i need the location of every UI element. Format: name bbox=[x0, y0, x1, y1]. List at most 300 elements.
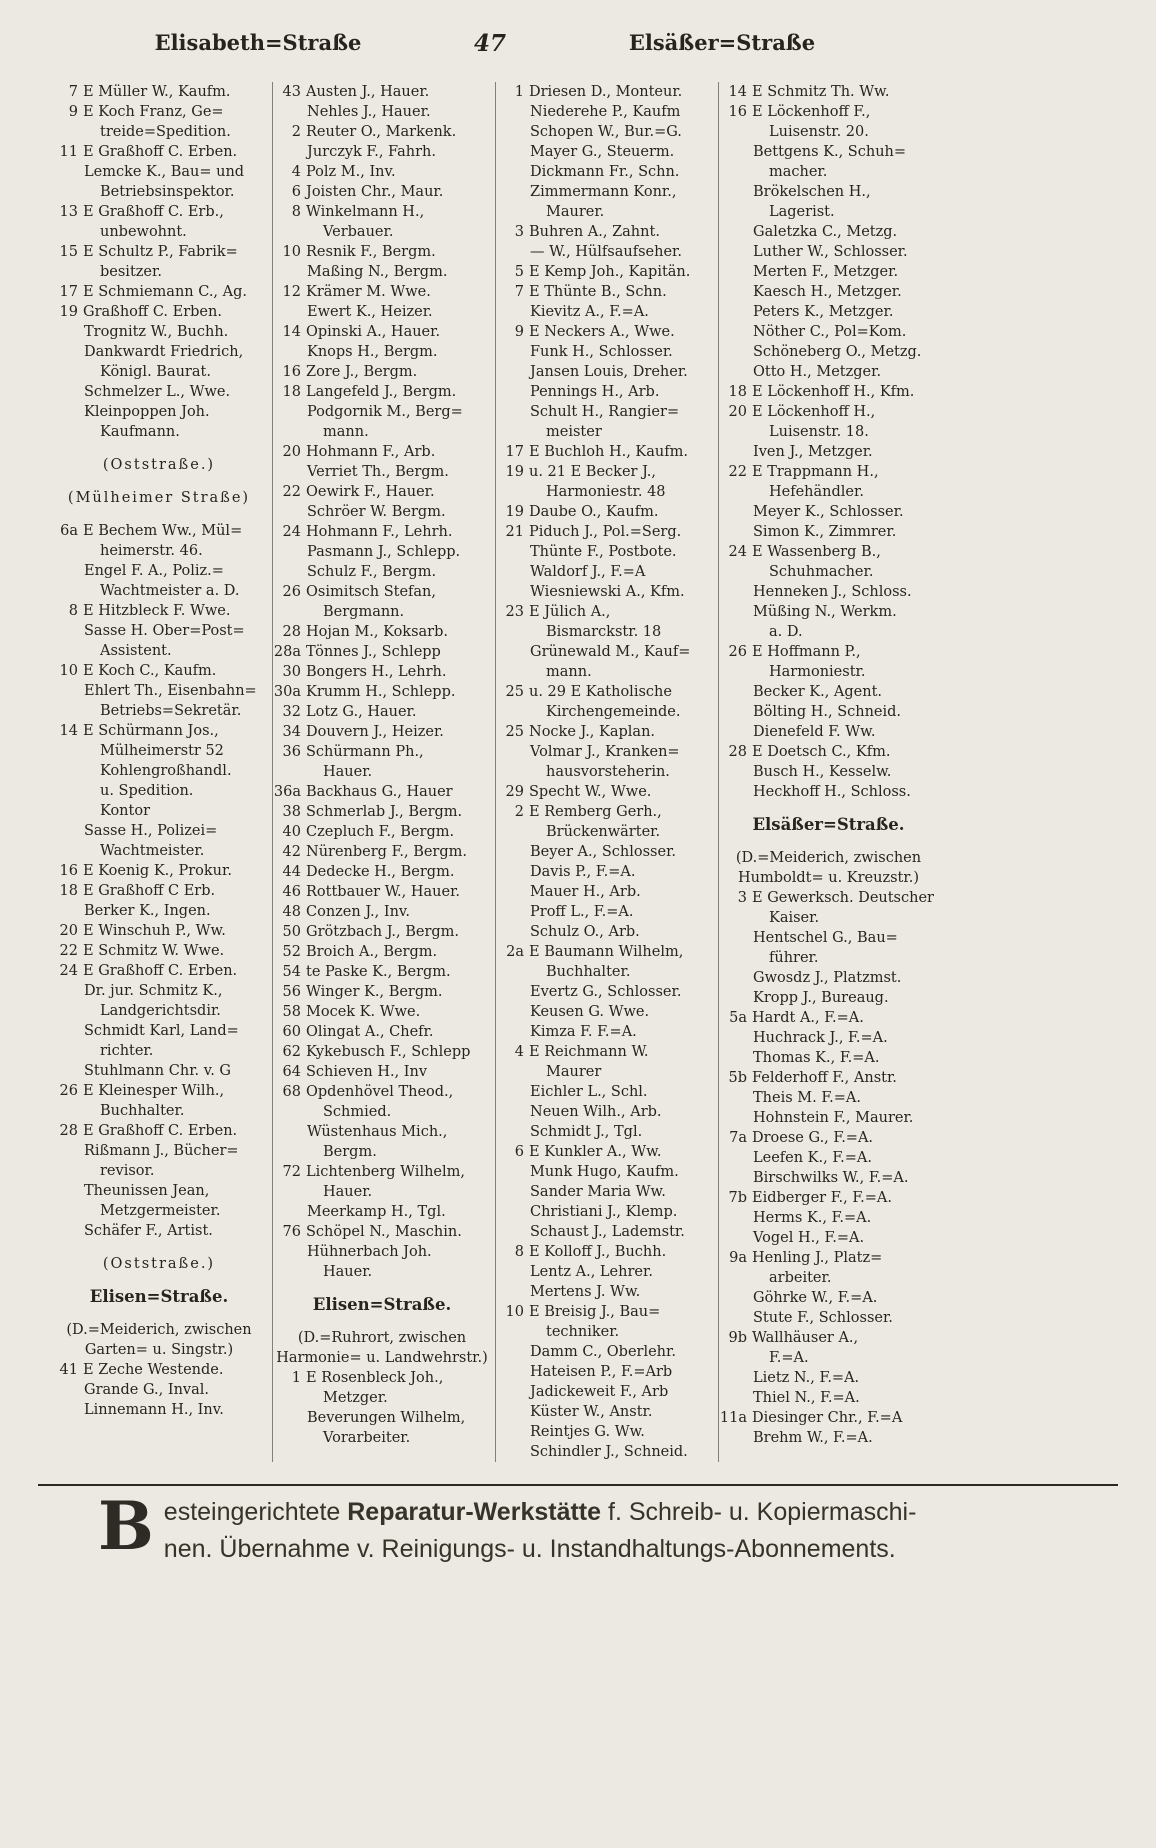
house-number: 28 bbox=[282, 624, 301, 640]
house-number: 30 bbox=[282, 664, 301, 680]
resident-line: Meyer K., Schlosser. bbox=[753, 504, 904, 520]
continuation-line: Metzger. bbox=[323, 1390, 388, 1406]
spacer bbox=[719, 802, 938, 815]
directory-line: 26 Osimitsch Stefan, bbox=[273, 582, 491, 602]
resident-line: Jurczyk F., Fahrh. bbox=[307, 144, 436, 160]
resident-line: Knops H., Bergm. bbox=[307, 344, 438, 360]
house-number: 6 bbox=[514, 1144, 524, 1160]
house-number: 10 bbox=[59, 663, 78, 679]
continuation-line: treide=Spedition. bbox=[100, 124, 231, 140]
continuation-line: revisor. bbox=[100, 1163, 155, 1179]
directory-line: 20 E Winschuh P., Ww. bbox=[50, 921, 268, 941]
continuation-line: Brückenwärter. bbox=[546, 824, 661, 840]
directory-line: 25 Nocke J., Kaplan. bbox=[496, 722, 714, 742]
house-number: 56 bbox=[282, 984, 301, 1000]
continuation-line: Hauer. bbox=[323, 1264, 373, 1280]
spacer bbox=[50, 442, 268, 455]
directory-line: 68 Opdenhövel Theod., bbox=[273, 1082, 491, 1102]
house-number: 22 bbox=[728, 464, 747, 480]
resident-line: Jansen Louis, Dreher. bbox=[530, 364, 688, 380]
directory-line: 6 Joisten Chr., Maur. bbox=[273, 182, 491, 202]
house-number: 29 bbox=[505, 784, 524, 800]
spacer bbox=[273, 1282, 491, 1295]
house-number: 76 bbox=[282, 1224, 301, 1240]
directory-line: 17 E Buchloh H., Kaufm. bbox=[496, 442, 714, 462]
house-number: 7a bbox=[729, 1130, 747, 1146]
directory-line: 32 Lotz G., Hauer. bbox=[273, 702, 491, 722]
resident-line: Schäfer F., Artist. bbox=[84, 1223, 213, 1239]
directory-line: 25 u. 29 E Katholische bbox=[496, 682, 714, 702]
continuation-line: macher. bbox=[769, 164, 828, 180]
directory-line: 15 E Schultz P., Fabrik= bbox=[50, 242, 268, 262]
resident-line: Simon K., Zimmrer. bbox=[753, 524, 897, 540]
resident-line: Sasse H. Ober=Post= bbox=[84, 623, 245, 639]
resident-line: Kropp J., Bureaug. bbox=[753, 990, 889, 1006]
resident-line: Schulz F., Bergm. bbox=[307, 564, 437, 580]
house-number: 38 bbox=[282, 804, 301, 820]
directory-line: 22 E Schmitz W. Wwe. bbox=[50, 941, 268, 961]
house-number: 17 bbox=[59, 284, 78, 300]
directory-line: 14 E Schürmann Jos., bbox=[50, 721, 268, 741]
continuation-line: Maurer. bbox=[546, 204, 605, 220]
house-number: 4 bbox=[291, 164, 301, 180]
directory-line: 6 E Kunkler A., Ww. bbox=[496, 1142, 714, 1162]
house-number: 9a bbox=[729, 1250, 747, 1266]
house-number: 18 bbox=[728, 384, 747, 400]
street-heading: Elsäßer=Straße. bbox=[752, 815, 905, 834]
resident-line: Gwosdz J., Platzmst. bbox=[753, 970, 902, 986]
resident-line: Luther W., Schlosser. bbox=[753, 244, 908, 260]
house-number: 42 bbox=[282, 844, 301, 860]
directory-line: 64 Schieven H., Inv bbox=[273, 1062, 491, 1082]
directory-line: 13 E Graßhoff C. Erb., bbox=[50, 202, 268, 222]
resident-line: Trognitz W., Buchh. bbox=[84, 324, 229, 340]
resident-line: Munk Hugo, Kaufm. bbox=[530, 1164, 679, 1180]
resident-line: Proff L., F.=A. bbox=[530, 904, 634, 920]
house-number: 14 bbox=[728, 84, 747, 100]
house-number: 36a bbox=[273, 784, 301, 800]
house-number: 6 bbox=[291, 184, 301, 200]
directory-line: 43 Austen J., Hauer. bbox=[273, 82, 491, 102]
directory-line: 3 E Gewerksch. Deutscher bbox=[719, 888, 938, 908]
house-number: 20 bbox=[728, 404, 747, 420]
directory-line: 56 Winger K., Bergm. bbox=[273, 982, 491, 1002]
resident-line: Henneken J., Schloss. bbox=[753, 584, 912, 600]
directory-line: 14 E Schmitz Th. Ww. bbox=[719, 82, 938, 102]
house-number: 13 bbox=[59, 204, 78, 220]
resident-line: Kievitz A., F.=A. bbox=[530, 304, 649, 320]
resident-line: Podgornik M., Berg= bbox=[307, 404, 463, 420]
resident-line: Beverungen Wilhelm, bbox=[307, 1410, 466, 1426]
continuation-line: mann. bbox=[546, 664, 592, 680]
directory-line: 6a E Bechem Ww., Mül= bbox=[50, 521, 268, 541]
resident-line: Engel F. A., Poliz.= bbox=[84, 563, 224, 579]
house-number: 7 bbox=[68, 84, 78, 100]
directory-line: 18 E Graßhoff C Erb. bbox=[50, 881, 268, 901]
resident-line: Bölting H., Schneid. bbox=[753, 704, 902, 720]
page-number: 47 bbox=[473, 30, 506, 57]
spacer bbox=[50, 1274, 268, 1287]
house-number: 20 bbox=[282, 444, 301, 460]
directory-line: 24 E Wassenberg B., bbox=[719, 542, 938, 562]
resident-line: Kaesch H., Metzger. bbox=[753, 284, 902, 300]
directory-line: 18 Langefeld J., Bergm. bbox=[273, 382, 491, 402]
directory-line: 19 Daube O., Kaufm. bbox=[496, 502, 714, 522]
house-number: 20 bbox=[59, 923, 78, 939]
directory-line: 10 Resnik F., Bergm. bbox=[273, 242, 491, 262]
house-number: 62 bbox=[282, 1044, 301, 1060]
house-number: 26 bbox=[728, 644, 747, 660]
continuation-line: Hauer. bbox=[323, 764, 373, 780]
directory-line: 8 E Kolloff J., Buchh. bbox=[496, 1242, 714, 1262]
continuation-line: meister bbox=[546, 424, 602, 440]
house-number: 10 bbox=[282, 244, 301, 260]
house-number: 30a bbox=[273, 684, 301, 700]
resident-line: Mayer G., Steuerm. bbox=[530, 144, 675, 160]
house-number: 72 bbox=[282, 1164, 301, 1180]
house-number: 46 bbox=[282, 884, 301, 900]
note-line: (Mülheimer Straße) bbox=[67, 490, 251, 506]
resident-line: Galetzka C., Metzg. bbox=[753, 224, 898, 240]
resident-line: Sasse H., Polizei= bbox=[84, 823, 218, 839]
resident-line: Lemcke K., Bau= und bbox=[84, 164, 245, 180]
resident-line: Zimmermann Konr., bbox=[530, 184, 677, 200]
resident-line: Schult H., Rangier= bbox=[530, 404, 680, 420]
directory-line: 10 E Koch C., Kaufm. bbox=[50, 661, 268, 681]
directory-line: 52 Broich A., Bergm. bbox=[273, 942, 491, 962]
note-line: Humboldt= u. Kreuzstr.) bbox=[737, 870, 919, 886]
resident-line: Thünte F., Postbote. bbox=[530, 544, 677, 560]
resident-line: Beyer A., Schlosser. bbox=[530, 844, 677, 860]
directory-line: 28a Tönnes J., Schlepp bbox=[273, 644, 441, 660]
resident-line: Wiesniewski A., Kfm. bbox=[530, 584, 685, 600]
resident-line: Eichler L., Schl. bbox=[530, 1084, 648, 1100]
house-number: 24 bbox=[728, 544, 747, 560]
directory-line: 9b Wallhäuser A., bbox=[719, 1328, 938, 1348]
resident-line: Merten F., Metzger. bbox=[753, 264, 899, 280]
resident-line: Mauer H., Arb. bbox=[530, 884, 641, 900]
directory-line: 58 Mocek K. Wwe. bbox=[273, 1002, 491, 1022]
directory-line: 10 E Breisig J., Bau= bbox=[496, 1302, 714, 1322]
directory-line: 21 Piduch J., Pol.=Serg. bbox=[496, 522, 714, 542]
house-number: 2 bbox=[291, 124, 301, 140]
continuation-line: Maurer bbox=[546, 1064, 602, 1080]
resident-line: Hateisen P., F.=Arb bbox=[530, 1364, 673, 1380]
resident-line: Hühnerbach Joh. bbox=[307, 1244, 432, 1260]
resident-line: Schmidt J., Tgl. bbox=[530, 1124, 643, 1140]
spacer bbox=[719, 835, 938, 848]
directory-line: 44 Dedecke H., Bergm. bbox=[273, 862, 491, 882]
resident-line: Kleinpoppen Joh. bbox=[84, 404, 210, 420]
house-number: 68 bbox=[282, 1084, 301, 1100]
spacer bbox=[50, 475, 268, 488]
resident-line: Linnemann H., Inv. bbox=[84, 1402, 224, 1418]
note-line: (Oststraße.) bbox=[102, 1256, 216, 1272]
house-number: 26 bbox=[59, 1083, 78, 1099]
directory-line: 42 Nürenberg F., Bergm. bbox=[273, 842, 491, 862]
continuation-line: unbewohnt. bbox=[100, 224, 187, 240]
continuation-line: heimerstr. 46. bbox=[100, 543, 203, 559]
house-number: 28 bbox=[728, 744, 747, 760]
continuation-line: Verbauer. bbox=[323, 224, 394, 240]
house-number: 6a bbox=[60, 523, 78, 539]
directory-line: 20 Hohmann F., Arb. bbox=[273, 442, 491, 462]
house-number: 3 bbox=[737, 890, 747, 906]
directory-line: 60 Olingat A., Chefr. bbox=[273, 1022, 491, 1042]
ad-line1-pre: esteingerichtete bbox=[163, 1498, 348, 1526]
house-number: 21 bbox=[505, 524, 524, 540]
resident-line: Bettgens K., Schuh= bbox=[753, 144, 907, 160]
continuation-line: Metzgermeister. bbox=[100, 1203, 221, 1219]
resident-line: Pasmann J., Schlepp. bbox=[307, 544, 461, 560]
house-number: 28 bbox=[59, 1123, 78, 1139]
resident-line: Herms K., F.=A. bbox=[753, 1210, 872, 1226]
directory-line: 20 E Löckenhoff H., bbox=[719, 402, 938, 422]
continuation-line: mann. bbox=[323, 424, 369, 440]
resident-line: Theunissen Jean, bbox=[84, 1183, 210, 1199]
directory-line: 12 Krämer M. Wwe. bbox=[273, 282, 491, 302]
resident-line: Schulz O., Arb. bbox=[530, 924, 640, 940]
house-number: 19 bbox=[505, 464, 524, 480]
resident-line: Dr. jur. Schmitz K., bbox=[84, 983, 223, 999]
continuation-line: Kirchengemeinde. bbox=[546, 704, 681, 720]
house-number: 64 bbox=[282, 1064, 301, 1080]
resident-line: Damm C., Oberlehr. bbox=[530, 1344, 676, 1360]
house-number: 9 bbox=[514, 324, 524, 340]
house-number: 18 bbox=[282, 384, 301, 400]
house-number: 2 bbox=[514, 804, 524, 820]
directory-line: 41 E Zeche Westende. bbox=[50, 1360, 268, 1380]
resident-line: Schmelzer L., Wwe. bbox=[84, 384, 231, 400]
footer-ad bbox=[98, 1487, 917, 1568]
directory-line: 29 Specht W., Wwe. bbox=[496, 782, 714, 802]
continuation-line: Assistent. bbox=[100, 643, 172, 659]
resident-line: Hentschel G., Bau= bbox=[753, 930, 898, 946]
house-number: 36 bbox=[282, 744, 301, 760]
directory-line: 38 Schmerlab J., Bergm. bbox=[273, 802, 491, 822]
directory-line: 7 E Thünte B., Schn. bbox=[496, 282, 714, 302]
continuation-line: arbeiter. bbox=[769, 1270, 832, 1286]
directory-line: 30a Krumm H., Schlepp. bbox=[273, 684, 456, 700]
resident-line: Volmar J., Kranken= bbox=[530, 744, 680, 760]
continuation-line: Buchhalter. bbox=[100, 1103, 185, 1119]
continuation-line: Harmoniestr. bbox=[769, 664, 866, 680]
continuation-line: führer. bbox=[769, 950, 819, 966]
directory-line: 7a Droese G., F.=A. bbox=[719, 1128, 938, 1148]
resident-line: Meerkamp H., Tgl. bbox=[307, 1204, 446, 1220]
directory-line: 16 E Koenig K., Prokur. bbox=[50, 861, 268, 881]
house-number: 12 bbox=[282, 284, 301, 300]
directory-column bbox=[273, 82, 496, 1462]
note-line: (D.=Meiderich, zwischen bbox=[66, 1322, 252, 1338]
directory-line: 62 Kykebusch F., Schlepp bbox=[273, 1042, 491, 1062]
directory-column bbox=[496, 82, 719, 1462]
directory-line: 5 E Kemp Joh., Kapitän. bbox=[496, 262, 714, 282]
note-line: (D.=Meiderich, zwischen bbox=[735, 850, 922, 866]
resident-line: Wüstenhaus Mich., bbox=[307, 1124, 448, 1140]
continuation-line: Betriebsinspektor. bbox=[100, 184, 235, 200]
resident-line: Nehles J., Hauer. bbox=[307, 104, 431, 120]
ad-line-1 bbox=[164, 1494, 917, 1531]
resident-line: Busch H., Kesselw. bbox=[753, 764, 892, 780]
resident-line: Schröer W. Bergm. bbox=[307, 504, 446, 520]
continuation-line: Kontor bbox=[100, 803, 150, 819]
directory-line: 30 Bongers H., Lehrh. bbox=[273, 662, 491, 682]
directory-column bbox=[719, 82, 942, 1462]
house-number: 25 bbox=[505, 684, 524, 700]
resident-line: Mertens J. Ww. bbox=[530, 1284, 641, 1300]
directory-line: 26 E Hoffmann P., bbox=[719, 642, 938, 662]
directory-line: 9 E Neckers A., Wwe. bbox=[496, 322, 714, 342]
house-number: 9 bbox=[68, 104, 78, 120]
house-number: 17 bbox=[505, 444, 524, 460]
resident-line: Rißmann J., Bücher= bbox=[84, 1143, 239, 1159]
house-number: 52 bbox=[282, 944, 301, 960]
house-number: 2a bbox=[506, 944, 524, 960]
resident-line: Vogel H., F.=A. bbox=[753, 1230, 865, 1246]
house-number: 25 bbox=[505, 724, 524, 740]
house-number: 19 bbox=[59, 304, 78, 320]
directory-line: 24 Hohmann F., Lehrh. bbox=[273, 522, 491, 542]
resident-line: Verriet Th., Bergm. bbox=[307, 464, 449, 480]
directory-line: 2 Reuter O., Markenk. bbox=[273, 122, 491, 142]
resident-line: Lietz N., F.=A. bbox=[753, 1370, 860, 1386]
resident-line: Iven J., Metzger. bbox=[753, 444, 873, 460]
house-number: 3 bbox=[514, 224, 524, 240]
house-number: 24 bbox=[282, 524, 301, 540]
house-number: 24 bbox=[59, 963, 78, 979]
house-number: 9b bbox=[728, 1330, 747, 1346]
continuation-line: Bergmann. bbox=[323, 604, 405, 620]
house-number: 16 bbox=[282, 364, 301, 380]
resident-line: Schindler J., Schneid. bbox=[530, 1444, 688, 1460]
house-number: 22 bbox=[59, 943, 78, 959]
continuation-line: Bergm. bbox=[323, 1144, 377, 1160]
resident-line: Davis P., F.=A. bbox=[530, 864, 636, 880]
house-number: 44 bbox=[282, 864, 301, 880]
directory-line: 7b Eidberger F., F.=A. bbox=[719, 1188, 938, 1208]
continuation-line: F.=A. bbox=[769, 1350, 809, 1366]
resident-line: Grande G., Inval. bbox=[84, 1382, 210, 1398]
directory-line: 50 Grötzbach J., Bergm. bbox=[273, 922, 491, 942]
resident-line: Becker K., Agent. bbox=[753, 684, 883, 700]
directory-line: 7 E Müller W., Kaufm. bbox=[50, 82, 268, 102]
footer-divider bbox=[38, 1484, 1118, 1486]
continuation-line: besitzer. bbox=[100, 264, 162, 280]
directory-line: 4 Polz M., Inv. bbox=[273, 162, 491, 182]
house-number: 43 bbox=[282, 84, 301, 100]
continuation-line: Vorarbeiter. bbox=[323, 1430, 411, 1446]
resident-line: Stute F., Schlosser. bbox=[753, 1310, 893, 1326]
house-number: 23 bbox=[505, 604, 524, 620]
continuation-line: Wachtmeister. bbox=[100, 843, 205, 859]
directory-line: 16 E Löckenhoff F., bbox=[719, 102, 938, 122]
directory-line: 28 Hojan M., Koksarb. bbox=[273, 622, 491, 642]
resident-line: Dienefeld F. Ww. bbox=[753, 724, 876, 740]
continuation-line: Lagerist. bbox=[769, 204, 835, 220]
resident-line: Kimza F. F.=A. bbox=[530, 1024, 637, 1040]
resident-line: Birschwilks W., F.=A. bbox=[753, 1170, 909, 1186]
continuation-line: Wachtmeister a. D. bbox=[100, 583, 240, 599]
resident-line: Müßing N., Werkm. bbox=[753, 604, 897, 620]
house-number: 19 bbox=[505, 504, 524, 520]
continuation-line: Königl. Baurat. bbox=[100, 364, 211, 380]
ad-line1-bold: Reparatur-Werkstätte bbox=[347, 1498, 602, 1526]
directory-line: 48 Conzen J., Inv. bbox=[273, 902, 491, 922]
continuation-line: hausvorsteherin. bbox=[546, 764, 670, 780]
directory-line: 2 E Remberg Gerh., bbox=[496, 802, 714, 822]
directory-line: 72 Lichtenberg Wilhelm, bbox=[273, 1162, 491, 1182]
house-number: 8 bbox=[514, 1244, 524, 1260]
house-number: 14 bbox=[59, 723, 78, 739]
house-number: 28a bbox=[273, 644, 301, 660]
continuation-line: Schmied. bbox=[323, 1104, 392, 1120]
house-number: 14 bbox=[282, 324, 301, 340]
continuation-line: a. D. bbox=[769, 624, 803, 640]
note-line: Harmonie= u. Landwehrstr.) bbox=[276, 1350, 488, 1366]
resident-line: Dankwardt Friedrich, bbox=[84, 344, 244, 360]
street-heading: Elisen=Straße. bbox=[312, 1295, 452, 1314]
ad-line-2: nen. Übernahme v. Reinigungs- u. Instandhaltungs-Abonnements. bbox=[163, 1535, 896, 1563]
resident-line: Keusen G. Wwe. bbox=[530, 1004, 650, 1020]
resident-line: Huchrack J., F.=A. bbox=[753, 1030, 888, 1046]
house-number: 48 bbox=[282, 904, 301, 920]
house-number: 4 bbox=[514, 1044, 524, 1060]
resident-line: Schmidt Karl, Land= bbox=[84, 1023, 239, 1039]
house-number: 18 bbox=[59, 883, 78, 899]
resident-line: Theis M. F.=A. bbox=[753, 1090, 861, 1106]
resident-line: Funk H., Schlosser. bbox=[530, 344, 673, 360]
house-number: 7 bbox=[514, 284, 524, 300]
house-number: 26 bbox=[282, 584, 301, 600]
resident-line: Schöneberg O., Metzg. bbox=[753, 344, 922, 360]
resident-line: Thiel N., F.=A. bbox=[753, 1390, 860, 1406]
house-number: 8 bbox=[68, 603, 78, 619]
house-number: 11a bbox=[719, 1410, 747, 1426]
directory-line: 46 Rottbauer W., Hauer. bbox=[273, 882, 491, 902]
ad-initial-dropcap: B bbox=[98, 1487, 154, 1565]
continuation-line: richter. bbox=[100, 1043, 154, 1059]
continuation-line: Harmoniestr. 48 bbox=[546, 484, 666, 500]
street-heading: Elisen=Straße. bbox=[89, 1287, 229, 1306]
resident-line: Peters K., Metzger. bbox=[753, 304, 894, 320]
resident-line: Dickmann Fr., Schn. bbox=[530, 164, 680, 180]
house-number: 22 bbox=[282, 484, 301, 500]
resident-line: Otto H., Metzger. bbox=[753, 364, 882, 380]
directory-line: 4 E Reichmann W. bbox=[496, 1042, 714, 1062]
directory-line: 1 Driesen D., Monteur. bbox=[496, 82, 714, 102]
resident-line: Nöther C., Pol=Kom. bbox=[753, 324, 907, 340]
house-number: 40 bbox=[282, 824, 301, 840]
continuation-line: Kaiser. bbox=[769, 910, 820, 926]
directory-line: 76 Schöpel N., Maschin. bbox=[273, 1222, 491, 1242]
resident-line: Schaust J., Lademstr. bbox=[530, 1224, 685, 1240]
directory-line: 9 E Koch Franz, Ge= bbox=[50, 102, 268, 122]
continuation-line: Hauer. bbox=[323, 1184, 373, 1200]
header-right-street: Elsäßer=Straße bbox=[628, 30, 816, 55]
resident-line: Jadickeweit F., Arb bbox=[530, 1384, 669, 1400]
directory-line: 8 E Hitzbleck F. Wwe. bbox=[50, 601, 268, 621]
directory-line: 36 Schürmann Ph., bbox=[273, 742, 491, 762]
directory-columns bbox=[50, 82, 942, 1462]
directory-line: 3 Buhren A., Zahnt. bbox=[496, 222, 714, 242]
house-number: 5a bbox=[729, 1010, 747, 1026]
house-number: 5b bbox=[728, 1070, 747, 1086]
directory-line: 5b Felderhoff F., Anstr. bbox=[719, 1068, 938, 1088]
directory-line: 11a Diesinger Chr., F.=A bbox=[719, 1410, 903, 1426]
house-number: 32 bbox=[282, 704, 301, 720]
spacer bbox=[273, 1315, 491, 1328]
